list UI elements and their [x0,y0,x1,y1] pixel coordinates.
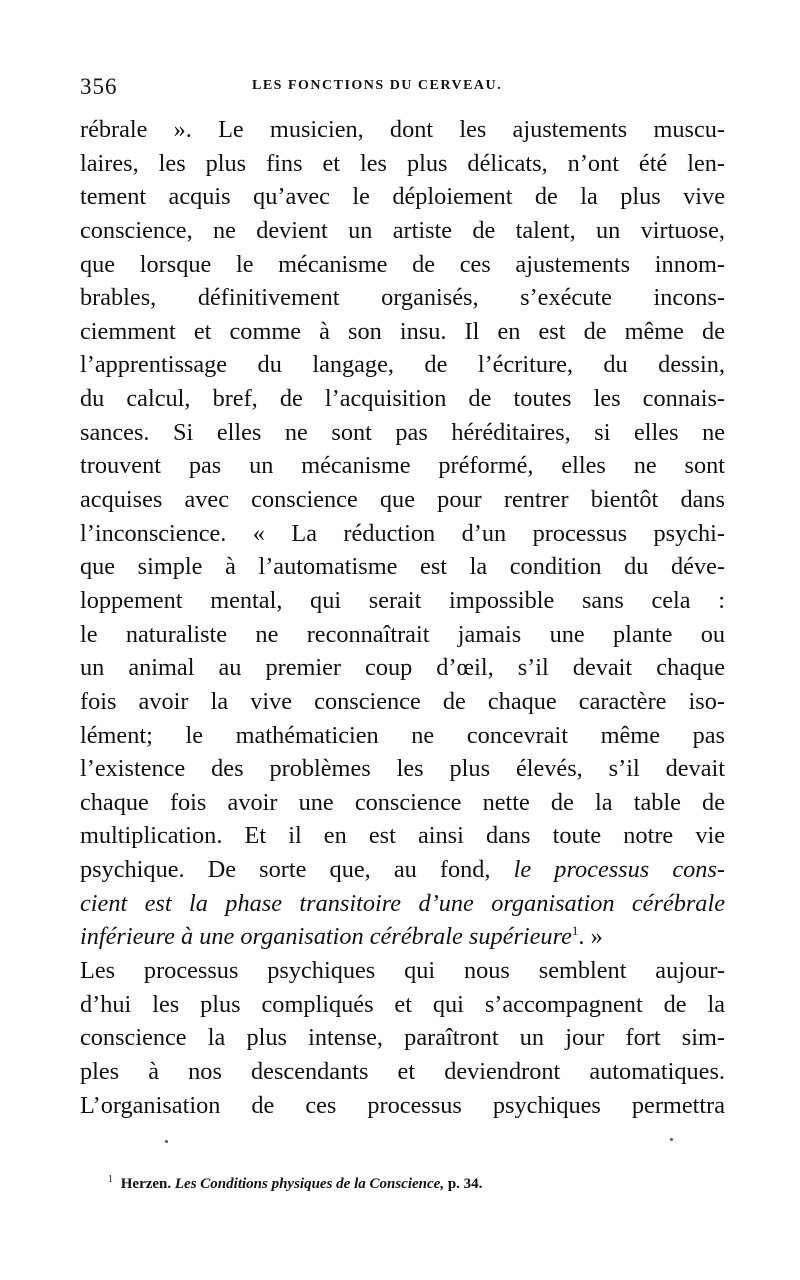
footnote-reference: 1 [571,923,579,939]
text-line: acquises avec conscience que pour rentrer bientôt dans [80,486,725,514]
text-line: le naturaliste ne reconnaîtrait jamais une plante ou [80,620,725,648]
text-fragment: . » [578,923,603,951]
text-line: loppement mental, qui serait impossible sans cela : [80,586,725,614]
text-line: ciemment et comme à son insu. Il en est de même de [80,317,725,345]
text-line: brables, définitivement organisés, s’exécute incons- [80,284,725,312]
text-line: fois avoir la vive conscience de chaque caractère iso- [80,687,725,715]
footnote-title: Les Conditions physiques de la Conscience, [174,1176,445,1192]
italic-fragment: le processus cons- [513,856,725,884]
text-line: conscience, ne devient un artiste de talent, un virtuose, [80,216,725,244]
print-speck [670,1138,673,1141]
text-line: multiplication. Et il en est ainsi dans toute notre vie [80,822,725,850]
running-head: LES FONCTIONS DU CERVEAU. [252,78,503,93]
text-line: trouvent pas un mécanisme préformé, elles ne sont [80,452,725,480]
text-line: ples à nos descendants et deviendront automatiques. [80,1057,725,1085]
text-line: L’organisation de ces processus psychiques permettra [80,1091,725,1119]
text-line: Les processus psychiques qui nous semblent aujour- [80,957,725,985]
text-line: un animal au premier coup d’œil, s’il devait chaque [80,654,725,682]
text-line-mixed [80,920,725,954]
text-line: d’hui les plus compliqués et qui s’accompagnent de la [80,990,725,1018]
text-line: l’existence des problèmes les plus élevés, s’il devait [80,755,725,783]
text-line: que simple à l’automatisme est la condition du déve- [80,553,725,581]
footnote [108,1174,708,1193]
text-line: laires, les plus fins et les plus délicats, n’ont été len- [80,149,725,177]
text-line: tement acquis qu’avec le déploiement de la plus vive [80,183,725,211]
page-number: 356 [80,74,118,99]
footnote-marker: 1 [108,1174,113,1185]
text-fragment: psychique. De sorte que, au fond, [80,856,514,884]
text-line: chaque fois avoir une conscience nette de la table de [80,788,725,816]
footnote-author: Herzen. [120,1176,172,1192]
italic-fragment: cient est la phase transitoire d’une organisation cérébrale [80,889,725,917]
body-text [80,113,725,1122]
text-line: rébrale ». Le musicien, dont les ajustements muscu- [80,116,725,143]
text-line: l’apprentissage du langage, de l’écriture, du dessin, [80,351,725,379]
text-line: conscience la plus intense, paraîtront un jour fort sim- [80,1024,725,1052]
text-line: du calcul, bref, de l’acquisition de toutes les connais- [80,385,725,413]
text-line: l’inconscience. « La réduction d’un processus psychi- [80,519,725,547]
text-line: sances. Si elles ne sont pas héréditaires, si elles ne [80,418,725,446]
italic-fragment: inférieure à une organisation cérébrale supérieure [80,923,572,951]
page-header [80,74,720,104]
footnote-page-ref: p. 34. [447,1176,483,1192]
text-line-italic [80,887,725,921]
print-speck [165,1140,168,1143]
text-line: que lorsque le mécanisme de ces ajustements innom- [80,250,725,278]
text-line-mixed [80,853,725,887]
text-line: lément; le mathématicien ne concevrait même pas [80,721,725,749]
